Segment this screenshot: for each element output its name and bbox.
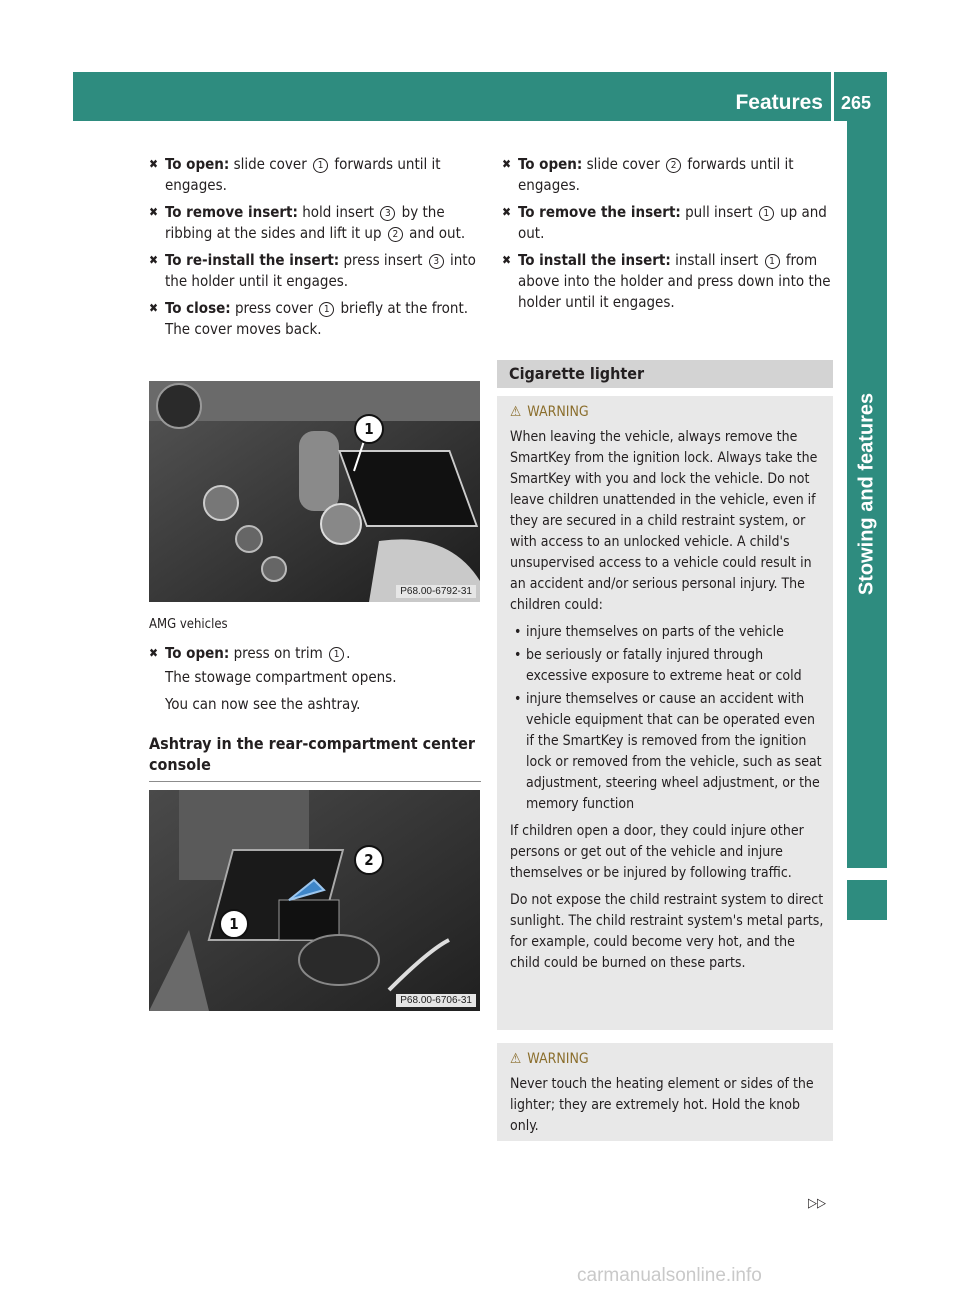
step-reinstall-insert: ✖ To re-install the insert: press insert 3 into the holder until it engages. xyxy=(149,251,476,290)
callout-ref: 3 xyxy=(429,254,444,269)
photo-callout: 1 xyxy=(219,909,249,939)
step-arrow-icon: ✖ xyxy=(502,157,512,171)
header-divider xyxy=(831,72,834,121)
side-tab-label: Stowing and features xyxy=(855,392,878,596)
step-open-cover: ✖ To open: slide cover 1 forwards until it engages. xyxy=(149,155,441,194)
step-result: You can now see the ashtray. xyxy=(165,695,361,713)
warning-bullet: • injure themselves on parts of the vehicle xyxy=(514,624,784,640)
step-arrow-icon: ✖ xyxy=(149,205,159,219)
photo-code: P68.00-6706-31 xyxy=(396,994,476,1007)
side-tab-marker xyxy=(847,880,887,920)
step-result: The cover moves back. xyxy=(165,320,322,338)
step-arrow-icon: ✖ xyxy=(149,646,159,660)
left-column xyxy=(149,154,481,340)
watermark: carmanualsonline.info xyxy=(577,1265,762,1286)
callout-ref: 2 xyxy=(666,158,681,173)
callout-ref: 1 xyxy=(329,647,344,662)
right-column xyxy=(502,154,837,319)
callout-ref: 1 xyxy=(319,302,334,317)
warning-bullet: • be seriously or fatally injured through excessive exposure to extreme heat or cold xyxy=(514,647,802,684)
callout-ref: 2 xyxy=(388,227,403,242)
step-arrow-icon: ✖ xyxy=(149,157,159,171)
step-arrow-icon: ✖ xyxy=(502,205,512,219)
step-arrow-icon: ✖ xyxy=(502,253,512,267)
photo-callout: 2 xyxy=(354,845,384,875)
warning-box-lighter xyxy=(497,1043,833,1141)
heading-rule xyxy=(149,781,481,782)
step-arrow-icon: ✖ xyxy=(149,253,159,267)
warning-text: When leaving the vehicle, always remove the SmartKey from the ignition lock. Always take the SmartKey with you and lock the vehicle. Do not leave children unattended in the vehicle, even if they are secured in a child restraint system, or with access to an unlocked vehicle. A child's unsupervised access to a vehicle could result in an accident and/or serious personal injury. The children could: xyxy=(510,429,818,613)
warning-text: Do not expose the child restraint system to direct sunlight. The child restraint system's metal parts, for example, could become very hot, and the child could be burned on these parts. xyxy=(510,892,824,971)
step-remove-insert: ✖ To remove insert: hold insert 3 by the ribbing at the sides and lift it up 2 and out. xyxy=(149,203,466,242)
warning-bullet: • injure themselves or cause an accident with vehicle equipment that can be operated even if the SmartKey is removed from the ignition lock or removed from the vehicle, such as seat adjustment, steering wheel adjustment, or the memory function xyxy=(514,691,822,812)
step-amg-open: ✖ To open: press on trim 1 . The stowage compartment opens. You can now see the ashtray. xyxy=(149,643,481,715)
left-column-lower xyxy=(149,602,481,782)
photo-caption: AMG vehicles xyxy=(149,617,228,632)
page-number: 265 xyxy=(841,93,872,113)
section-heading: Ashtray in the rear-compartment center console xyxy=(149,734,475,774)
warning-text: Never touch the heating element or sides of the lighter; they are extremely hot. Hold the knob only. xyxy=(510,1076,814,1134)
callout-ref: 3 xyxy=(380,206,395,221)
warning-text: If children open a door, they could injure other persons or get out of the vehicle and injure themselves or be injured by following traffic. xyxy=(510,823,804,881)
photo-rear-ashtray xyxy=(149,790,480,1011)
callout-ref: 1 xyxy=(313,158,328,173)
step-close-cover: ✖ To close: press cover 1 briefly at the front. The cover moves back. xyxy=(149,298,481,340)
warning-box-children xyxy=(497,396,833,1030)
warning-title: ⚠︎ WARNING xyxy=(510,402,826,423)
continue-arrow-icon: ▷▷ xyxy=(808,1196,826,1211)
warning-title: ⚠︎ WARNING xyxy=(510,1049,826,1070)
photo-amg-console xyxy=(149,381,480,602)
page-header xyxy=(73,72,887,121)
step-arrow-icon: ✖ xyxy=(149,301,159,315)
step-open-cover-rear: ✖ To open: slide cover 2 forwards until it engages. xyxy=(502,155,794,194)
section-header-cigarette-lighter: Cigarette lighter xyxy=(497,360,833,388)
callout-ref: 1 xyxy=(765,254,780,269)
console-illustration xyxy=(149,381,480,602)
photo-callout: 1 xyxy=(354,414,384,444)
warning-icon: ⚠︎ xyxy=(510,404,522,420)
step-install-insert-rear: ✖ To install the insert: install insert 1 from above into the holder and press down into the holder until it engages. xyxy=(502,251,831,311)
warning-icon: ⚠︎ xyxy=(510,1051,522,1067)
callout-ref: 1 xyxy=(759,206,774,221)
photo-code: P68.00-6792-31 xyxy=(396,585,476,598)
step-remove-insert-rear: ✖ To remove the insert: pull insert 1 up and out. xyxy=(502,203,827,242)
step-result: The stowage compartment opens. xyxy=(165,668,397,686)
header-title: Features xyxy=(735,91,823,114)
ashtray-illustration xyxy=(149,790,480,1011)
